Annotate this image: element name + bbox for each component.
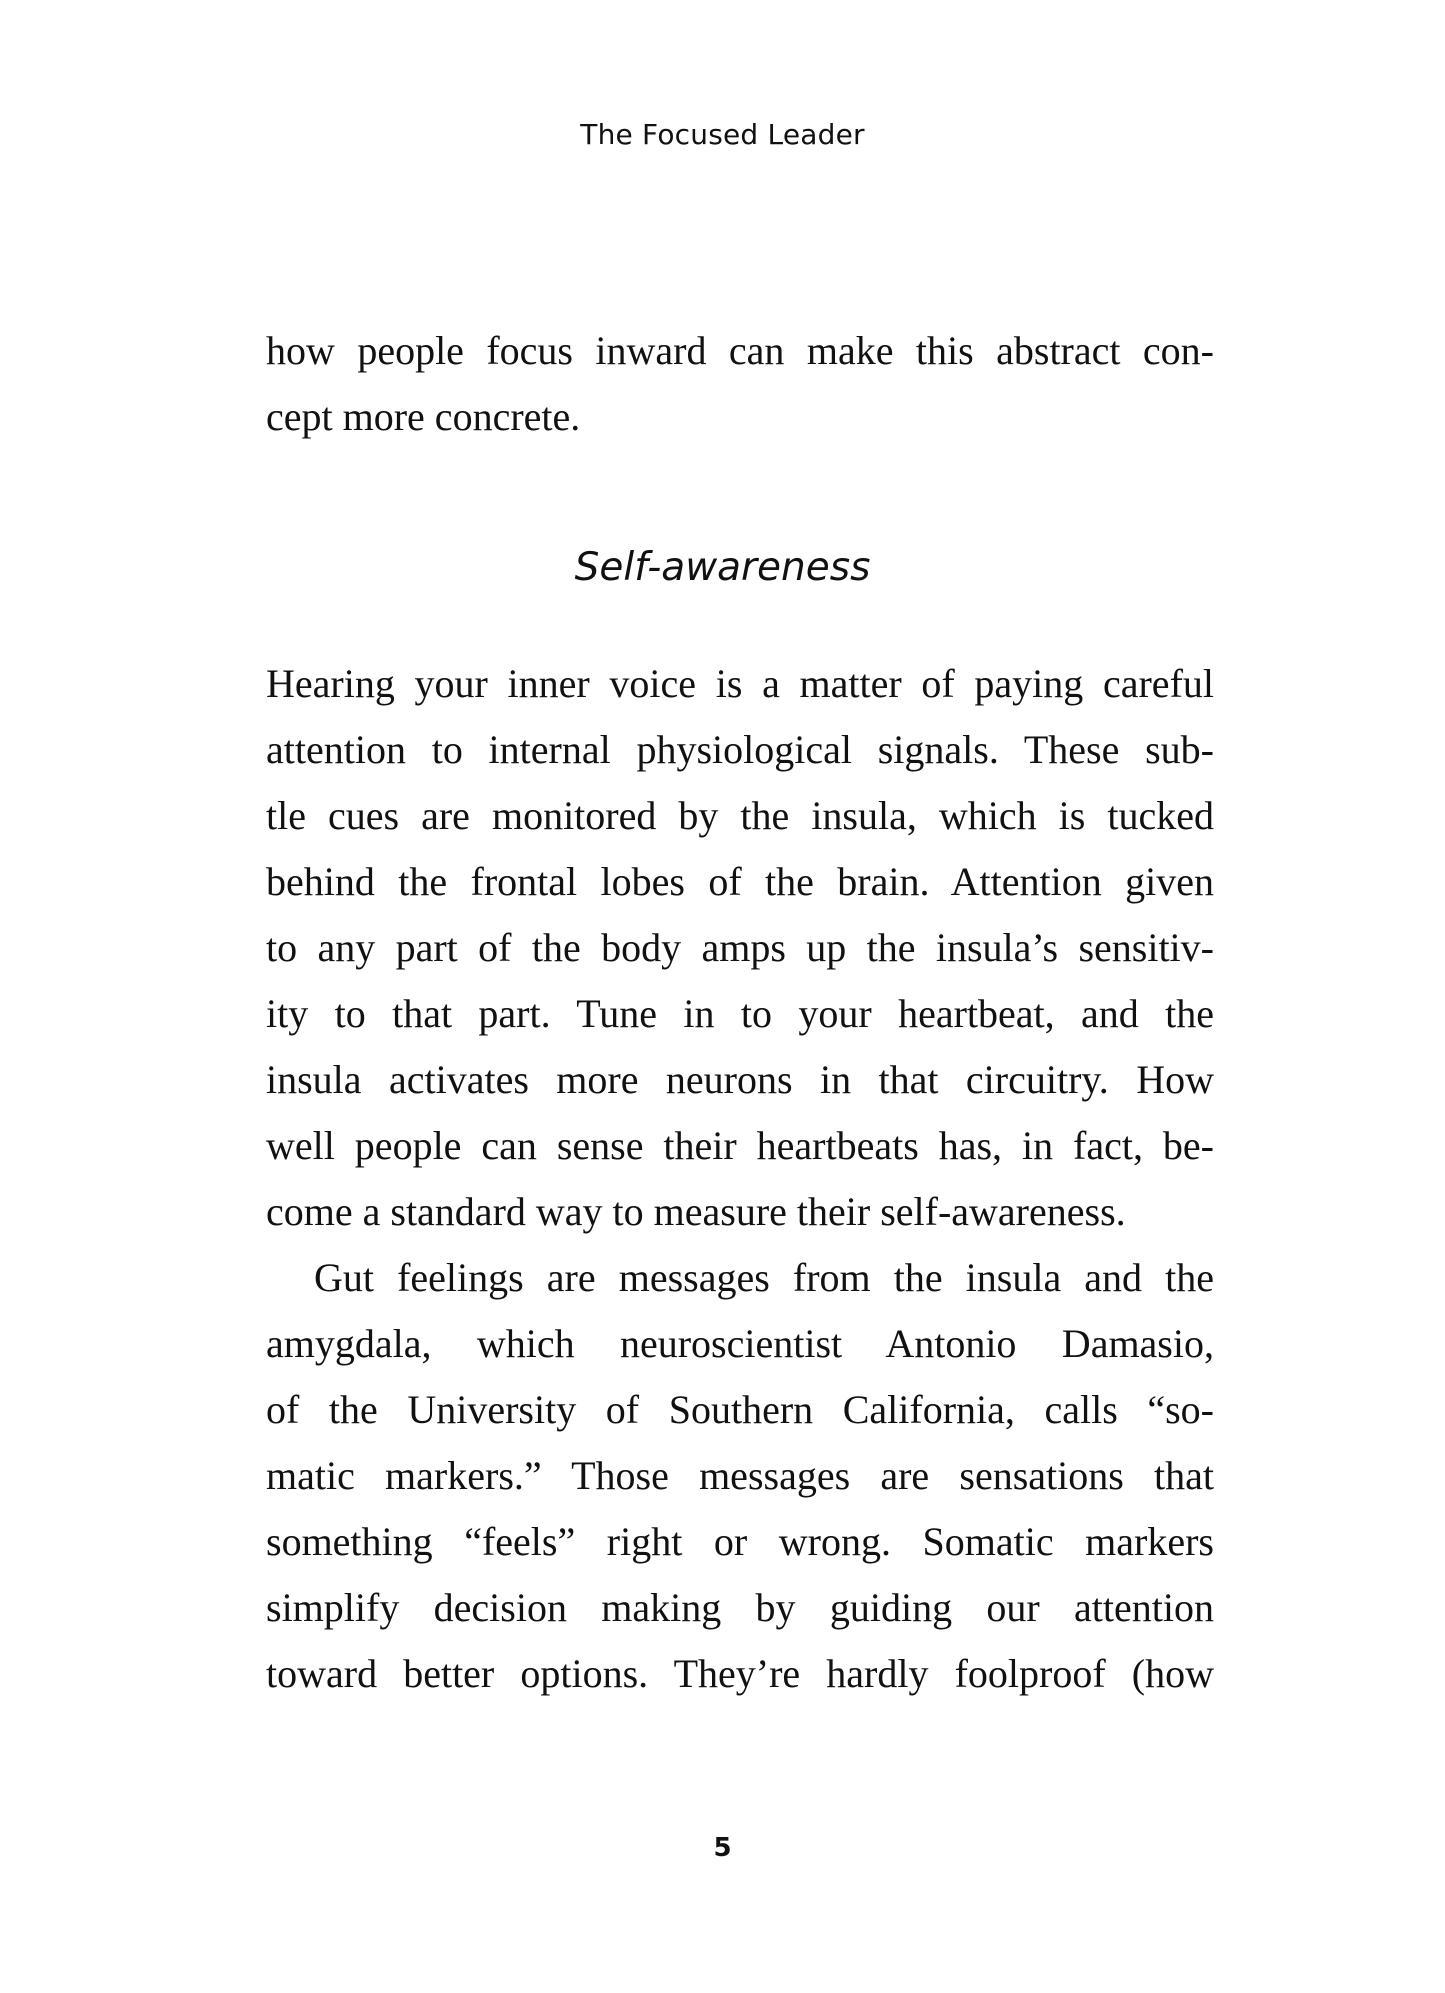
page-number: 5 bbox=[713, 1833, 732, 1863]
body-paragraph bbox=[266, 651, 1214, 1245]
text-line: attention to internal physiological signals. These sub- bbox=[266, 727, 1214, 772]
text-line: behind the frontal lobes of the brain. Attention given bbox=[266, 859, 1214, 904]
text-line: Gut feelings are messages from the insula and the bbox=[314, 1255, 1214, 1300]
section-heading: Self-awareness bbox=[574, 545, 871, 590]
text-line: insula activates more neurons in that circuitry. How bbox=[266, 1057, 1214, 1102]
text-line: something “feels” right or wrong. Somatic markers bbox=[266, 1519, 1214, 1564]
text-line: well people can sense their heartbeats has, in fact, be- bbox=[266, 1123, 1214, 1168]
text-line: ity to that part. Tune in to your heartbeat, and the bbox=[266, 991, 1214, 1036]
text-line: toward better options. They’re hardly foolproof (how bbox=[266, 1651, 1214, 1696]
text-line: Hearing your inner voice is a matter of paying careful bbox=[266, 661, 1214, 706]
text-line: of the University of Southern California, calls “so- bbox=[266, 1387, 1214, 1432]
text-line: how people focus inward can make this abstract con- bbox=[266, 328, 1214, 373]
text-line: amygdala, which neuroscientist Antonio Damasio, bbox=[266, 1321, 1214, 1366]
intro-paragraph bbox=[266, 318, 1214, 450]
text-line: come a standard way to measure their self-awareness. bbox=[266, 1189, 1126, 1234]
body-paragraph bbox=[266, 1245, 1214, 1707]
running-head: The Focused Leader bbox=[580, 118, 865, 151]
text-line: to any part of the body amps up the insula’s sensitiv- bbox=[266, 925, 1214, 970]
text-line: simplify decision making by guiding our attention bbox=[266, 1585, 1214, 1630]
text-line: tle cues are monitored by the insula, which is tucked bbox=[266, 793, 1214, 838]
text-line: cept more concrete. bbox=[266, 394, 581, 439]
text-line: matic markers.” Those messages are sensations that bbox=[266, 1453, 1214, 1498]
